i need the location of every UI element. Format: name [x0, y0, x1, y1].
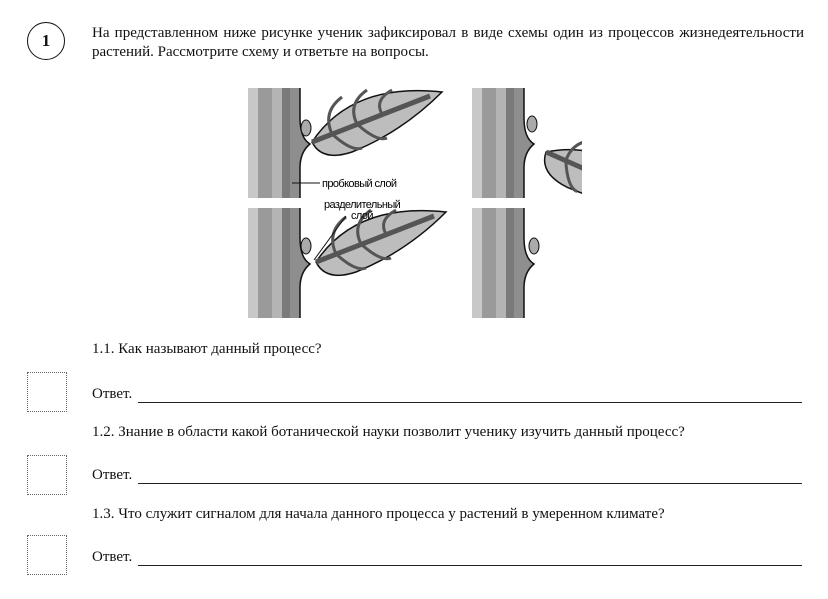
answer-label: Ответ. [92, 386, 133, 402]
label-cork-layer: пробковый слой [322, 178, 397, 190]
answer-line[interactable] [138, 551, 802, 566]
score-box-1-2 [27, 455, 67, 495]
task-intro: На представленном ниже рисунке ученик зафиксировал в виде схемы один из процессов жизнедеятельности растений. Рассмотрите схему и ответьте на вопросы. [92, 25, 804, 60]
answer-row-1-3[interactable] [92, 549, 802, 566]
answer-line[interactable] [138, 388, 802, 403]
leaf-fall-diagram [246, 86, 582, 322]
panel-separating-layer [248, 208, 446, 318]
answer-row-1-2[interactable] [92, 467, 802, 484]
answer-label: Ответ. [92, 467, 133, 483]
answer-row-1-1[interactable] [92, 386, 802, 403]
question-1-1: 1.1. Как называют данный процесс? [92, 341, 322, 357]
label-separating-layer: разделительный [324, 199, 401, 211]
panel-scar [472, 208, 539, 318]
score-box-1-3 [27, 535, 67, 575]
answer-label: Ответ. [92, 549, 133, 565]
score-box-1-1 [27, 372, 67, 412]
question-1-3: 1.3. Что служит сигналом для начала данного процесса у растений в умеренном климате? [92, 506, 665, 522]
label-separating-layer-2: слой [351, 210, 373, 222]
question-1-2: 1.2. Знание в области какой ботанической науки позволит ученику изучить данный процесс? [92, 424, 685, 440]
answer-line[interactable] [138, 469, 802, 484]
task-number: 1 [27, 22, 65, 60]
